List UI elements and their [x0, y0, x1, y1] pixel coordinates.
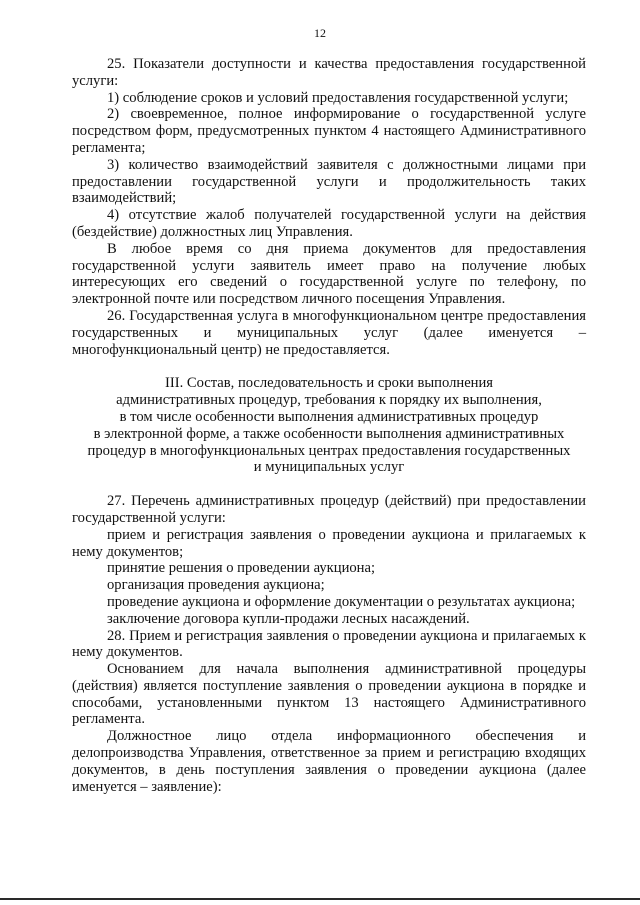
heading-line: и муниципальных услуг: [253, 459, 405, 476]
paragraph-27-item-1: прием и регистрация заявления о проведении аукциона и прилагаемых к нему документов;: [72, 526, 586, 560]
paragraph-28: 28. Прием и регистрация заявления о проведении аукциона и прилагаемых к нему документов.: [72, 627, 586, 661]
section-heading-3: [72, 375, 586, 476]
heading-line: в электронной форме, а также особенности выполнения административных: [93, 425, 565, 442]
paragraph-25-item-2: 2) своевременное, полное информирование о государственной услуге посредством форм, предусмотренных пунктом 4 настоящего Административного регламента;: [72, 106, 586, 156]
paragraph-25-item-4: 4) отсутствие жалоб получателей государственной услуги на действия (бездействие) должностных лиц Управления.: [72, 207, 586, 240]
paragraph-25-title: 25. Показатели доступности и качества предоставления государственной услуги:: [72, 56, 586, 89]
paragraph-27-item-4: проведение аукциона и оформление документации о результатах аукциона;: [107, 593, 576, 610]
paragraph-28-official: Должностное лицо отдела информационного обеспечения и делопроизводства Управления, ответственное за прием и регистрацию входящих документов, в день поступления заявления о проведении аукциона (далее именуется – заявление):: [72, 728, 586, 795]
paragraph-25-item-1: 1) соблюдение сроков и условий предоставления государственной услуги;: [107, 89, 569, 106]
paragraph-25-item-3: 3) количество взаимодействий заявителя с должностными лицами при предоставлении государственной услуги и продолжительность таких взаимодействий;: [72, 156, 586, 207]
page-number: 12: [314, 26, 326, 40]
page-bottom-edge: [0, 898, 640, 900]
paragraph-27-item-5: заключение договора купли-продажи лесных насаждений.: [107, 610, 470, 627]
paragraph-27: 27. Перечень административных процедур (действий) при предоставлении государственной услуги:: [72, 493, 586, 526]
heading-line: III. Состав, последовательность и сроки выполнения: [164, 375, 494, 392]
paragraph-28-basis: Основанием для начала выполнения административной процедуры (действия) является поступление заявления о проведении аукциона в порядке и способами, установленными пунктом 13 настоящего Административного регламента.: [72, 661, 586, 728]
heading-line: в том числе особенности выполнения административных процедур: [119, 408, 539, 425]
paragraph-any-time: В любое время со дня приема документов для предоставления государственной услуги заявитель имеет право на получение любых интересующих его сведений о государственной услуге по телефону, по электронной почте или посредством личного посещения Управления.: [72, 240, 586, 308]
heading-line: процедур в многофункциональных центрах предоставления государственных: [87, 442, 571, 459]
document-body: [72, 56, 586, 795]
paragraph-26: 26. Государственная услуга в многофункциональном центре предоставления государственных и муниципальных услуг (далее именуется – многофункциональный центр) не предоставляется.: [72, 307, 586, 358]
heading-line: административных процедур, требования к порядку их выполнения,: [116, 392, 542, 409]
paragraph-27-item-3: организация проведения аукциона;: [107, 577, 325, 594]
paragraph-27-item-2: принятие решения о проведении аукциона;: [107, 560, 376, 577]
